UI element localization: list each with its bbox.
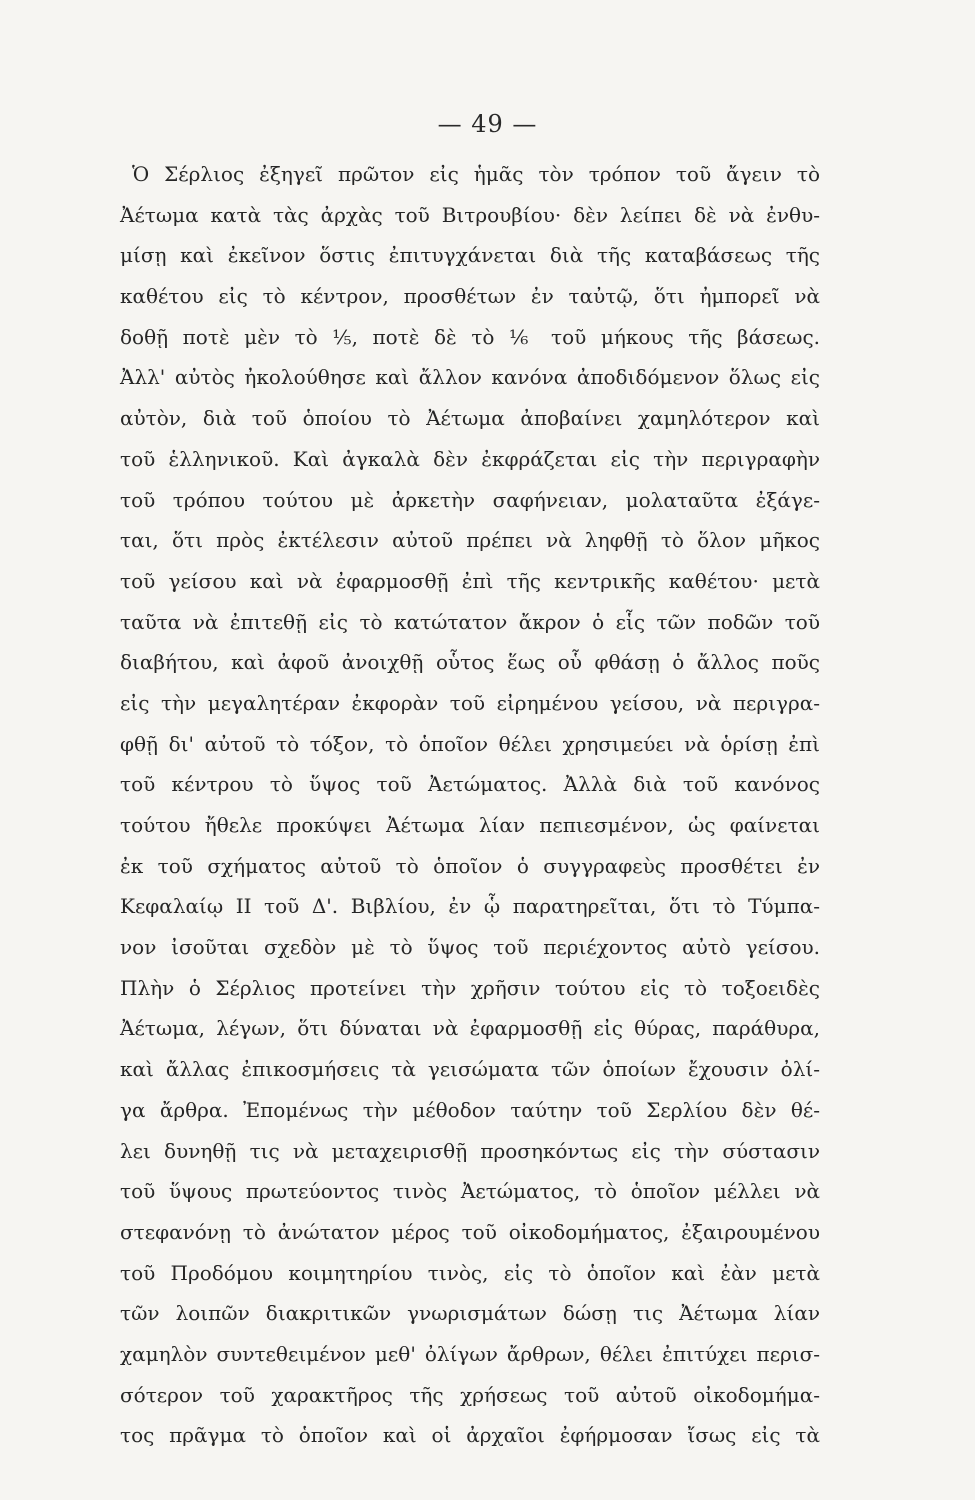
text-line: χαμηλὸν συντεθειμένον μεθ' ὀλίγων ἄρθρων, θέλει ἐπιτύχει περισ- (120, 1341, 820, 1366)
text-line: τοῦ ὕψους πρωτεύοντος τινὸς Ἀετώματος, τὸ ὁποῖον μέλλει νὰ (120, 1179, 820, 1204)
text-line: τῶν λοιπῶν διακριτικῶν γνωρισμάτων δώσῃ τις Ἀέτωμα λίαν (120, 1301, 820, 1326)
body-text (120, 154, 820, 1456)
text-line: καὶ ἄλλας ἐπικοσμήσεις τὰ γεισώματα τῶν ὁποίων ἔχουσιν ὀλί- (120, 1057, 820, 1082)
text-line: μίσῃ καὶ ἐκεῖνον ὅστις ἐπιτυγχάνεται διὰ τῆς καταβάσεως τῆς (120, 243, 820, 268)
text-line: Ἀλλ' αὐτὸς ἠκολούθησε καὶ ἄλλον κανόνα ἀποδιδόμενον ὅλως εἰς (120, 365, 820, 390)
text-line: νον ἰσοῦται σχεδὸν μὲ τὸ ὕψος τοῦ περιέχοντος αὐτὸ γείσου. (120, 935, 820, 960)
text-line: Ὁ Σέρλιος ἐξηγεῖ πρῶτον εἰς ἡμᾶς τὸν τρόπον τοῦ ἄγειν τὸ (132, 162, 820, 186)
text-line: δοθῇ ποτὲ μὲν τὸ ⅕, ποτὲ δὲ τὸ ⅙ τοῦ μήκους τῆς βάσεως. (120, 324, 820, 349)
text-line: ται, ὅτι πρὸς ἐκτέλεσιν αὐτοῦ πρέπει νὰ ληφθῇ τὸ ὅλον μῆκος (120, 528, 820, 553)
text-line: γα ἄρθρα. Ἐπομένως τὴν μέθοδον ταύτην τοῦ Σερλίου δὲν θέ- (120, 1097, 820, 1122)
text-line: φθῇ δι' αὐτοῦ τὸ τόξον, τὸ ὁποῖον θέλει χρησιμεύει νὰ ὁρίσῃ ἐπὶ (120, 731, 820, 756)
text-line: καθέτου εἰς τὸ κέντρον, προσθέτων ἐν ταὐτῷ, ὅτι ἠμπορεῖ νὰ (120, 284, 820, 309)
text-line: ἐκ τοῦ σχήματος αὐτοῦ τὸ ὁποῖον ὁ συγγραφεὺς προσθέτει ἐν (120, 853, 820, 878)
text-line: τος πρᾶγμα τὸ ὁποῖον καὶ οἱ ἀρχαῖοι ἐφήρμοσαν ἴσως εἰς τὰ (120, 1423, 820, 1448)
text-line: τούτου ἤθελε προκύψει Ἀέτωμα λίαν πεπιεσμένον, ὡς φαίνεται (120, 813, 820, 837)
text-line: Ἀέτωμα, λέγων, ὅτι δύναται νὰ ἐφαρμοσθῇ εἰς θύρας, παράθυρα, (120, 1016, 820, 1041)
text-line: λει δυνηθῇ τις νὰ μεταχειρισθῇ προσηκόντως εἰς τὴν σύστασιν (120, 1138, 820, 1163)
text-line: εἰς τὴν μεγαλητέραν ἐκφορὰν τοῦ εἰρημένου γείσου, νὰ περιγρα- (120, 690, 820, 715)
text-line: διαβήτου, καὶ ἀφοῦ ἀνοιχθῇ οὗτος ἕως οὗ φθάσῃ ὁ ἄλλος ποῦς (120, 650, 820, 675)
page-number: — 49 — (437, 110, 538, 138)
text-line: Κεφαλαίῳ II τοῦ Δ'. Βιβλίου, ἐν ᾧ παρατηρεῖται, ὅτι τὸ Τύμπα- (120, 894, 820, 919)
text-line: αὐτὸν, διὰ τοῦ ὁποίου τὸ Ἀέτωμα ἀποβαίνει χαμηλότερον καὶ (120, 406, 820, 431)
text-line: ταῦτα νὰ ἐπιτεθῇ εἰς τὸ κατώτατον ἄκρον ὁ εἷς τῶν ποδῶν τοῦ (120, 609, 820, 634)
text-line: τοῦ γείσου καὶ νὰ ἐφαρμοσθῇ ἐπὶ τῆς κεντρικῆς καθέτου· μετὰ (120, 568, 820, 593)
text-line: τοῦ κέντρου τὸ ὕψος τοῦ Ἀετώματος. Ἀλλὰ διὰ τοῦ κανόνος (120, 772, 820, 797)
text-line: τοῦ Προδόμου κοιμητηρίου τινὸς, εἰς τὸ ὁποῖον καὶ ἐὰν μετὰ (120, 1260, 820, 1285)
text-line: Ἀέτωμα κατὰ τὰς ἀρχὰς τοῦ Βιτρουβίου· δὲν λείπει δὲ νὰ ἐνθυ- (120, 202, 820, 227)
text-line: τοῦ τρόπου τούτου μὲ ἀρκετὴν σαφήνειαν, μολαταῦτα ἐξάγε- (120, 487, 820, 512)
text-line: στεφανόνῃ τὸ ἀνώτατον μέρος τοῦ οἰκοδομήματος, ἐξαιρουμένου (120, 1219, 820, 1244)
text-line: Πλὴν ὁ Σέρλιος προτείνει τὴν χρῆσιν τούτου εἰς τὸ τοξοειδὲς (120, 975, 820, 1000)
text-line: τοῦ ἑλληνικοῦ. Καὶ ἀγκαλὰ δὲν ἐκφράζεται εἰς τὴν περιγραφὴν (120, 446, 820, 471)
text-line: σότερον τοῦ χαρακτῆρος τῆς χρήσεως τοῦ αὐτοῦ οἰκοδομήμα- (120, 1382, 820, 1407)
